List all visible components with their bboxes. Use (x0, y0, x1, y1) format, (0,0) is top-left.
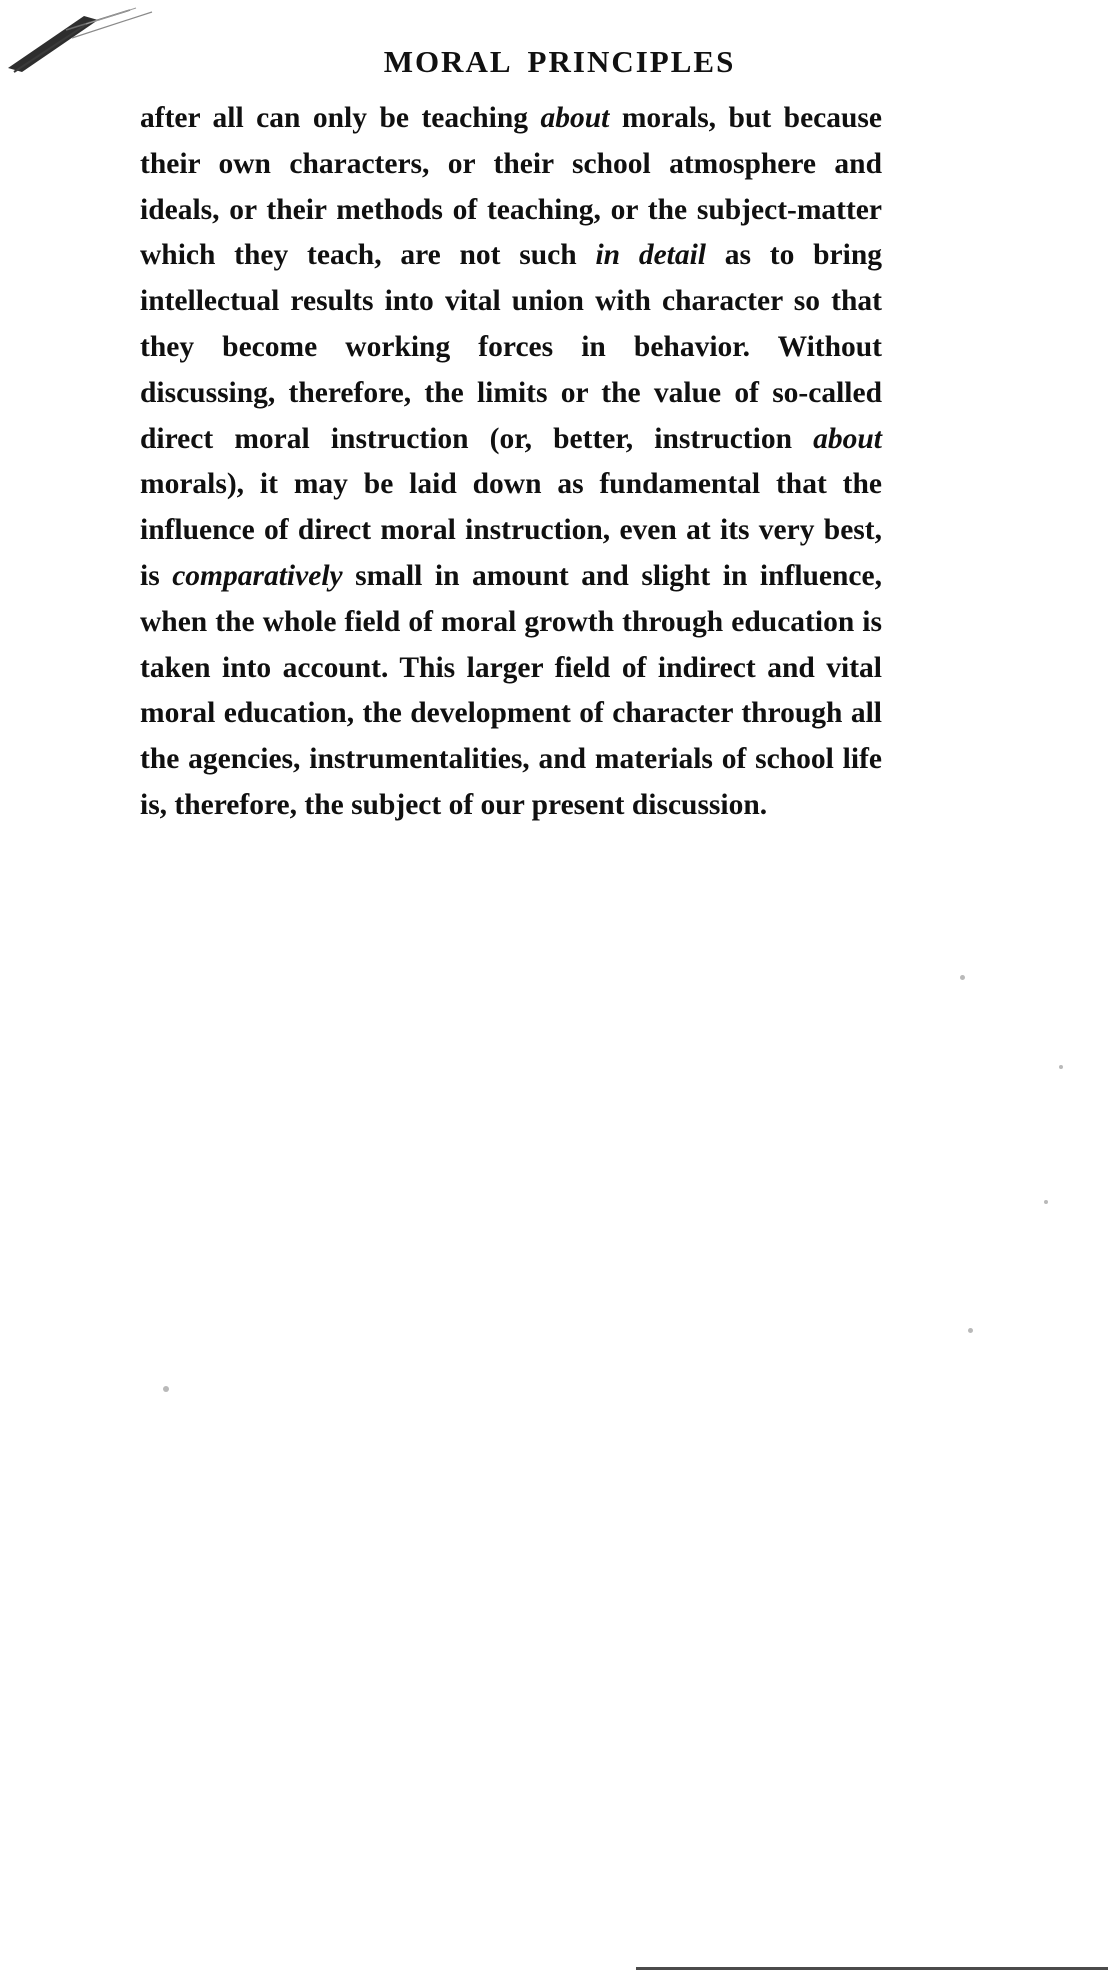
scan-speck (968, 1328, 973, 1333)
page-running-head: MORAL PRINCIPLES (383, 44, 736, 79)
scan-speck (163, 1386, 169, 1392)
page-body-text (140, 96, 882, 829)
scan-speck (1059, 1065, 1063, 1069)
page-bottom-rule (636, 1967, 1108, 1970)
scan-speck (960, 975, 965, 980)
body-paragraph: after all can only be teaching about morals, but because their own characters, or their school atmosphere and ideals, or their methods of teaching, or the subject-matter which they teach, are not such in detail as to bring intellectual results into vital union with character so that they become working forces in behavior. Without discussing, therefore, the limits or the value of so-called direct moral instruction (or, better, instruction about morals), it may be laid down as fundamental that the influence of direct moral instruction, even at its very best, is comparatively small in amount and slight in influence, when the whole field of moral growth through education is taken into account. This larger field of indirect and vital moral education, the development of character through all the agencies, instrumentalities, and materials of school life is, therefore, the subject of our present discussion. (140, 102, 882, 821)
scan-speck (1044, 1200, 1048, 1204)
